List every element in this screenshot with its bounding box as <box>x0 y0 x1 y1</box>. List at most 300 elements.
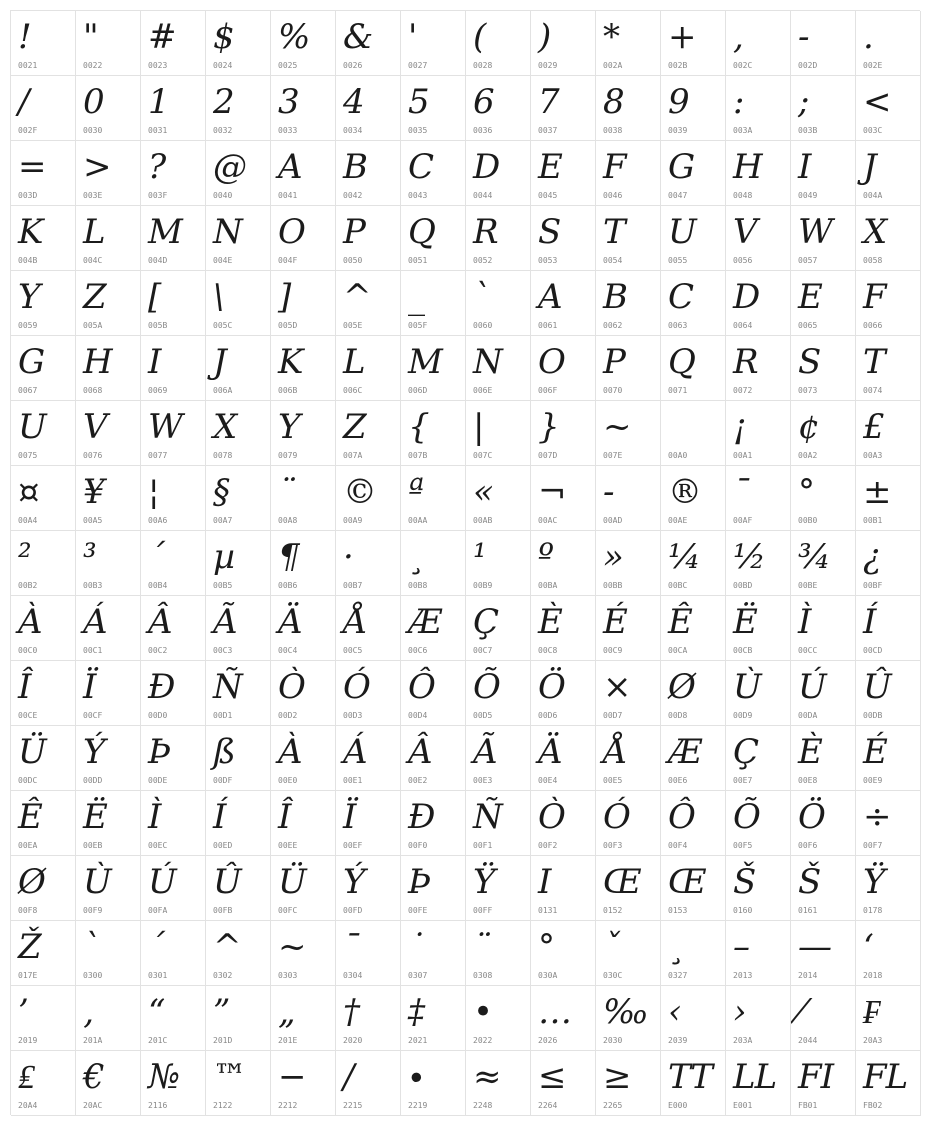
glyph-code: FB01 <box>798 1101 818 1110</box>
glyph-cell <box>531 466 596 531</box>
glyph-char: L <box>83 212 105 252</box>
glyph-cell <box>401 986 466 1051</box>
glyph-char: Ò <box>538 797 565 837</box>
glyph-char: ; <box>798 82 809 122</box>
glyph-char: ~ <box>278 927 306 967</box>
glyph-code: 0039 <box>668 126 688 135</box>
glyph-code: 00CB <box>733 646 753 655</box>
glyph-code: 00DE <box>148 776 168 785</box>
glyph-code: 0071 <box>668 386 688 395</box>
glyph-char: £ <box>863 407 884 447</box>
glyph-char: H <box>83 342 112 382</box>
glyph-char: C <box>668 277 694 317</box>
glyph-char: Ç <box>473 602 499 642</box>
glyph-cell <box>401 661 466 726</box>
glyph-code: 203A <box>733 1036 753 1045</box>
glyph-cell <box>271 1051 336 1116</box>
glyph-code: 0054 <box>603 256 623 265</box>
glyph-cell <box>206 986 271 1051</box>
glyph-cell <box>596 466 661 531</box>
glyph-cell <box>466 271 531 336</box>
glyph-char: W <box>148 407 182 447</box>
glyph-char: ¼ <box>668 537 700 577</box>
glyph-char: X <box>863 212 887 252</box>
glyph-cell <box>76 921 141 986</box>
glyph-cell <box>661 401 726 466</box>
glyph-code: 0160 <box>733 906 753 915</box>
glyph-code: 0075 <box>18 451 38 460</box>
glyph-char: C <box>408 147 434 187</box>
glyph-cell <box>11 11 76 76</box>
glyph-code: 0029 <box>538 61 558 70</box>
glyph-code: 0307 <box>408 971 428 980</box>
glyph-cell <box>206 596 271 661</box>
glyph-cell <box>11 336 76 401</box>
glyph-code: 003D <box>18 191 38 200</box>
glyph-cell <box>11 76 76 141</box>
glyph-code: 0050 <box>343 256 363 265</box>
glyph-char: № <box>148 1057 180 1097</box>
glyph-char: > <box>83 147 111 187</box>
glyph-code: 003C <box>863 126 883 135</box>
glyph-char: Ê <box>668 602 692 642</box>
glyph-code: 0030 <box>83 126 103 135</box>
glyph-cell <box>466 1051 531 1116</box>
glyph-char: ‰ <box>603 992 648 1032</box>
glyph-cell <box>466 466 531 531</box>
glyph-char: FL <box>863 1057 908 1097</box>
glyph-char: † <box>343 992 359 1032</box>
glyph-char: ₤ <box>18 1057 34 1097</box>
glyph-cell <box>206 466 271 531</box>
glyph-char: Í <box>213 797 226 837</box>
glyph-code: 00CD <box>863 646 883 655</box>
glyph-code: 2265 <box>603 1101 623 1110</box>
glyph-char: B <box>603 277 627 317</box>
glyph-char: „ <box>278 992 295 1032</box>
glyph-cell <box>596 401 661 466</box>
glyph-char: J <box>863 147 876 187</box>
glyph-code: 002C <box>733 61 753 70</box>
glyph-char: Ä <box>538 732 562 772</box>
glyph-char: ≈ <box>473 1057 501 1097</box>
glyph-char: Á <box>83 602 107 642</box>
glyph-code: 006F <box>538 386 558 395</box>
glyph-char: Œ <box>668 862 706 902</box>
glyph-code: 00C1 <box>83 646 103 655</box>
glyph-code: 0308 <box>473 971 493 980</box>
glyph-char: – <box>733 927 749 967</box>
glyph-cell <box>401 206 466 271</box>
glyph-code: 0053 <box>538 256 558 265</box>
glyph-char: Ñ <box>473 797 502 837</box>
glyph-code: 0065 <box>798 321 818 330</box>
glyph-cell <box>76 11 141 76</box>
glyph-cell <box>336 401 401 466</box>
glyph-cell <box>271 271 336 336</box>
glyph-code: 0025 <box>278 61 298 70</box>
glyph-char: − <box>278 1057 306 1097</box>
glyph-code: 00EB <box>83 841 103 850</box>
glyph-char: ´ <box>148 537 164 577</box>
glyph-code: E000 <box>668 1101 688 1110</box>
glyph-char: 3 <box>278 82 299 122</box>
glyph-code: 00E6 <box>668 776 688 785</box>
glyph-char: ‘ <box>863 927 873 967</box>
glyph-char: Ø <box>668 667 695 707</box>
glyph-code: 00CF <box>83 711 103 720</box>
glyph-code: 0033 <box>278 126 298 135</box>
glyph-char: Đ <box>408 797 435 837</box>
glyph-char: Â <box>408 732 432 772</box>
glyph-code: 201E <box>278 1036 298 1045</box>
glyph-cell <box>596 921 661 986</box>
glyph-char: È <box>538 602 562 642</box>
glyph-code: 0072 <box>733 386 753 395</box>
glyph-code: 00E4 <box>538 776 558 785</box>
glyph-code: 007A <box>343 451 363 460</box>
glyph-cell <box>206 921 271 986</box>
glyph-code: 00F9 <box>83 906 103 915</box>
glyph-code: 00A9 <box>343 516 363 525</box>
glyph-char: ¸ <box>668 927 684 967</box>
glyph-cell <box>531 141 596 206</box>
glyph-char: I <box>538 862 551 902</box>
glyph-cell <box>271 856 336 921</box>
glyph-cell <box>141 856 206 921</box>
glyph-cell <box>791 856 856 921</box>
glyph-cell <box>726 401 791 466</box>
glyph-code: 2116 <box>148 1101 168 1110</box>
glyph-char: ] <box>278 277 291 317</box>
glyph-char: ‚ <box>83 992 93 1032</box>
glyph-cell <box>856 661 921 726</box>
glyph-code: 0070 <box>603 386 623 395</box>
glyph-cell <box>206 401 271 466</box>
glyph-cell <box>141 726 206 791</box>
glyph-cell <box>791 661 856 726</box>
glyph-cell <box>856 791 921 856</box>
glyph-cell <box>141 401 206 466</box>
glyph-char: Ü <box>18 732 46 772</box>
glyph-cell <box>76 206 141 271</box>
glyph-code: 005E <box>343 321 363 330</box>
glyph-char: % <box>278 17 310 57</box>
glyph-code: 2264 <box>538 1101 558 1110</box>
glyph-cell <box>76 1051 141 1116</box>
glyph-code: 0043 <box>408 191 428 200</box>
glyph-code: 00DC <box>18 776 38 785</box>
glyph-cell <box>271 661 336 726</box>
glyph-cell <box>726 1051 791 1116</box>
glyph-cell <box>856 141 921 206</box>
glyph-code: 00FB <box>213 906 233 915</box>
glyph-code: 00A5 <box>83 516 103 525</box>
glyph-code: 0079 <box>278 451 298 460</box>
glyph-code: 00C2 <box>148 646 168 655</box>
glyph-char: Ä <box>278 602 302 642</box>
glyph-char: Ù <box>83 862 111 902</box>
glyph-cell <box>596 726 661 791</box>
glyph-code: 2248 <box>473 1101 493 1110</box>
glyph-cell <box>596 141 661 206</box>
glyph-cell <box>531 726 596 791</box>
glyph-code: 2212 <box>278 1101 298 1110</box>
glyph-code: 2039 <box>668 1036 688 1045</box>
glyph-code: 00E2 <box>408 776 428 785</box>
glyph-char: ˇ <box>603 927 619 967</box>
glyph-code: 0067 <box>18 386 38 395</box>
glyph-cell <box>271 596 336 661</box>
glyph-cell <box>11 141 76 206</box>
glyph-code: 006D <box>408 386 428 395</box>
glyph-char: Á <box>343 732 367 772</box>
glyph-cell <box>206 11 271 76</box>
glyph-char: A <box>538 277 562 317</box>
glyph-char: ≤ <box>538 1057 566 1097</box>
glyph-code: 00FC <box>278 906 298 915</box>
glyph-char: ≥ <box>603 1057 631 1097</box>
glyph-code: 002A <box>603 61 623 70</box>
glyph-cell <box>401 921 466 986</box>
glyph-code: 00DF <box>213 776 233 785</box>
glyph-cell <box>206 206 271 271</box>
glyph-code: 00F2 <box>538 841 558 850</box>
glyph-cell <box>401 726 466 791</box>
glyph-char: Y <box>278 407 300 447</box>
glyph-code: 00DA <box>798 711 818 720</box>
glyph-code: 0036 <box>473 126 493 135</box>
glyph-cell <box>661 726 726 791</box>
glyph-cell <box>466 206 531 271</box>
glyph-cell <box>661 141 726 206</box>
glyph-cell <box>596 271 661 336</box>
glyph-char: Ž <box>18 927 41 967</box>
glyph-char: ° <box>798 472 814 512</box>
glyph-char: ³ <box>83 537 96 577</box>
glyph-cell <box>856 336 921 401</box>
glyph-code: 0068 <box>83 386 103 395</box>
glyph-cell <box>141 596 206 661</box>
glyph-code: 00F1 <box>473 841 493 850</box>
glyph-cell <box>726 726 791 791</box>
glyph-char: Ì <box>798 602 811 642</box>
glyph-code: 0073 <box>798 386 818 395</box>
glyph-code: 00BB <box>603 581 623 590</box>
glyph-code: 002D <box>798 61 818 70</box>
glyph-cell <box>791 401 856 466</box>
glyph-char: Ú <box>148 862 176 902</box>
glyph-char: Ô <box>408 667 435 707</box>
glyph-code: 00D3 <box>343 711 363 720</box>
glyph-code: 0059 <box>18 321 38 330</box>
glyph-cell <box>856 401 921 466</box>
glyph-char: Ü <box>278 862 306 902</box>
glyph-cell <box>466 726 531 791</box>
glyph-char: © <box>343 472 376 512</box>
glyph-char: Ï <box>83 667 96 707</box>
glyph-code: 00F6 <box>798 841 818 850</box>
glyph-code: 2019 <box>18 1036 38 1045</box>
glyph-char: Đ <box>148 667 175 707</box>
glyph-char: K <box>278 342 303 382</box>
glyph-cell <box>661 531 726 596</box>
glyph-char: ) <box>538 17 551 57</box>
glyph-char: TT <box>668 1057 712 1097</box>
glyph-char: » <box>603 537 623 577</box>
glyph-cell <box>76 401 141 466</box>
glyph-code: 2022 <box>473 1036 493 1045</box>
glyph-cell <box>466 76 531 141</box>
glyph-cell <box>726 986 791 1051</box>
glyph-cell <box>661 336 726 401</box>
glyph-code: 0035 <box>408 126 428 135</box>
glyph-code: 0040 <box>213 191 233 200</box>
glyph-char: T <box>603 212 625 252</box>
glyph-char: G <box>18 342 45 382</box>
glyph-cell <box>791 336 856 401</box>
glyph-cell <box>531 986 596 1051</box>
glyph-char: ½ <box>733 537 765 577</box>
glyph-cell <box>336 206 401 271</box>
glyph-code: 0047 <box>668 191 688 200</box>
glyph-cell <box>596 11 661 76</box>
glyph-char: ⁄ <box>798 992 803 1032</box>
glyph-code: 030A <box>538 971 558 980</box>
glyph-code: 00D5 <box>473 711 493 720</box>
glyph-cell <box>271 206 336 271</box>
glyph-cell <box>791 271 856 336</box>
glyph-cell <box>856 76 921 141</box>
glyph-char: Õ <box>733 797 760 837</box>
glyph-char: B <box>343 147 367 187</box>
glyph-cell <box>141 661 206 726</box>
glyph-code: 004E <box>213 256 233 265</box>
glyph-code: 004F <box>278 256 298 265</box>
glyph-char: Ý <box>83 732 105 772</box>
glyph-code: 0037 <box>538 126 558 135</box>
glyph-code: 00C5 <box>343 646 363 655</box>
glyph-code: 007D <box>538 451 558 460</box>
glyph-char: V <box>83 407 107 447</box>
glyph-char: / <box>18 82 29 122</box>
glyph-code: 0026 <box>343 61 363 70</box>
glyph-code: 0062 <box>603 321 623 330</box>
glyph-code: 00FA <box>148 906 168 915</box>
glyph-cell <box>596 76 661 141</box>
glyph-cell <box>531 856 596 921</box>
glyph-code: 00E3 <box>473 776 493 785</box>
glyph-char: ² <box>18 537 31 577</box>
glyph-cell <box>531 921 596 986</box>
glyph-code: 0052 <box>473 256 493 265</box>
glyph-code: 005D <box>278 321 298 330</box>
glyph-cell <box>856 11 921 76</box>
glyph-code: 00FD <box>343 906 363 915</box>
glyph-code: 0301 <box>148 971 168 980</box>
glyph-char: Ï <box>343 797 356 837</box>
glyph-char: " <box>83 17 98 57</box>
glyph-cell <box>76 466 141 531</box>
glyph-code: 00FF <box>473 906 493 915</box>
glyph-code: 2030 <box>603 1036 623 1045</box>
glyph-char: Å <box>603 732 627 772</box>
glyph-code: 0027 <box>408 61 428 70</box>
glyph-code: 0077 <box>148 451 168 460</box>
glyph-code: 00BA <box>538 581 558 590</box>
glyph-code: 017E <box>18 971 38 980</box>
glyph-cell <box>271 336 336 401</box>
glyph-code: 0041 <box>278 191 298 200</box>
glyph-char: ¦ <box>148 472 159 512</box>
glyph-char: “ <box>148 992 165 1032</box>
glyph-char: P <box>343 212 365 252</box>
glyph-cell <box>466 921 531 986</box>
glyph-cell <box>401 336 466 401</box>
glyph-char: ¾ <box>798 537 830 577</box>
glyph-char: = <box>18 147 46 187</box>
glyph-char: À <box>278 732 302 772</box>
glyph-char: ¡ <box>733 407 746 447</box>
glyph-cell <box>206 271 271 336</box>
glyph-code: 00F5 <box>733 841 753 850</box>
glyph-char: # <box>148 17 176 57</box>
glyph-cell <box>726 141 791 206</box>
glyph-char: | <box>473 407 484 447</box>
glyph-char: P <box>603 342 625 382</box>
glyph-char: ± <box>863 472 891 512</box>
glyph-code: 00E9 <box>863 776 883 785</box>
glyph-code: 00A0 <box>668 451 688 460</box>
glyph-char: ¹ <box>473 537 486 577</box>
glyph-char: D <box>473 147 500 187</box>
glyph-code: 0056 <box>733 256 753 265</box>
glyph-code: 2013 <box>733 971 753 980</box>
glyph-code: 0302 <box>213 971 233 980</box>
glyph-char: ∙ <box>408 1057 424 1097</box>
glyph-char: ˙ <box>408 927 424 967</box>
glyph-code: 00B3 <box>83 581 103 590</box>
glyph-cell <box>141 76 206 141</box>
glyph-code: 00AB <box>473 516 493 525</box>
glyph-code: 00B9 <box>473 581 493 590</box>
glyph-cell <box>206 661 271 726</box>
glyph-code: 00EA <box>18 841 38 850</box>
glyph-code: 00D6 <box>538 711 558 720</box>
glyph-code: 00F4 <box>668 841 688 850</box>
glyph-char: + <box>668 17 696 57</box>
glyph-cell <box>401 791 466 856</box>
glyph-char: ¥ <box>83 472 104 512</box>
glyph-cell <box>726 336 791 401</box>
glyph-code: 00E5 <box>603 776 623 785</box>
glyph-cell <box>11 986 76 1051</box>
glyph-char: ₣ <box>863 992 879 1032</box>
glyph-cell <box>726 206 791 271</box>
glyph-char: LL <box>733 1057 777 1097</box>
glyph-char: É <box>863 732 887 772</box>
glyph-char: Æ <box>668 732 702 772</box>
glyph-cell <box>206 531 271 596</box>
glyph-cell <box>531 596 596 661</box>
glyph-cell <box>141 531 206 596</box>
glyph-code: FB02 <box>863 1101 883 1110</box>
glyph-code: 005A <box>83 321 103 330</box>
glyph-char: × <box>603 667 631 707</box>
glyph-cell <box>336 921 401 986</box>
glyph-char: } <box>538 407 559 447</box>
glyph-char: ( <box>473 17 486 57</box>
